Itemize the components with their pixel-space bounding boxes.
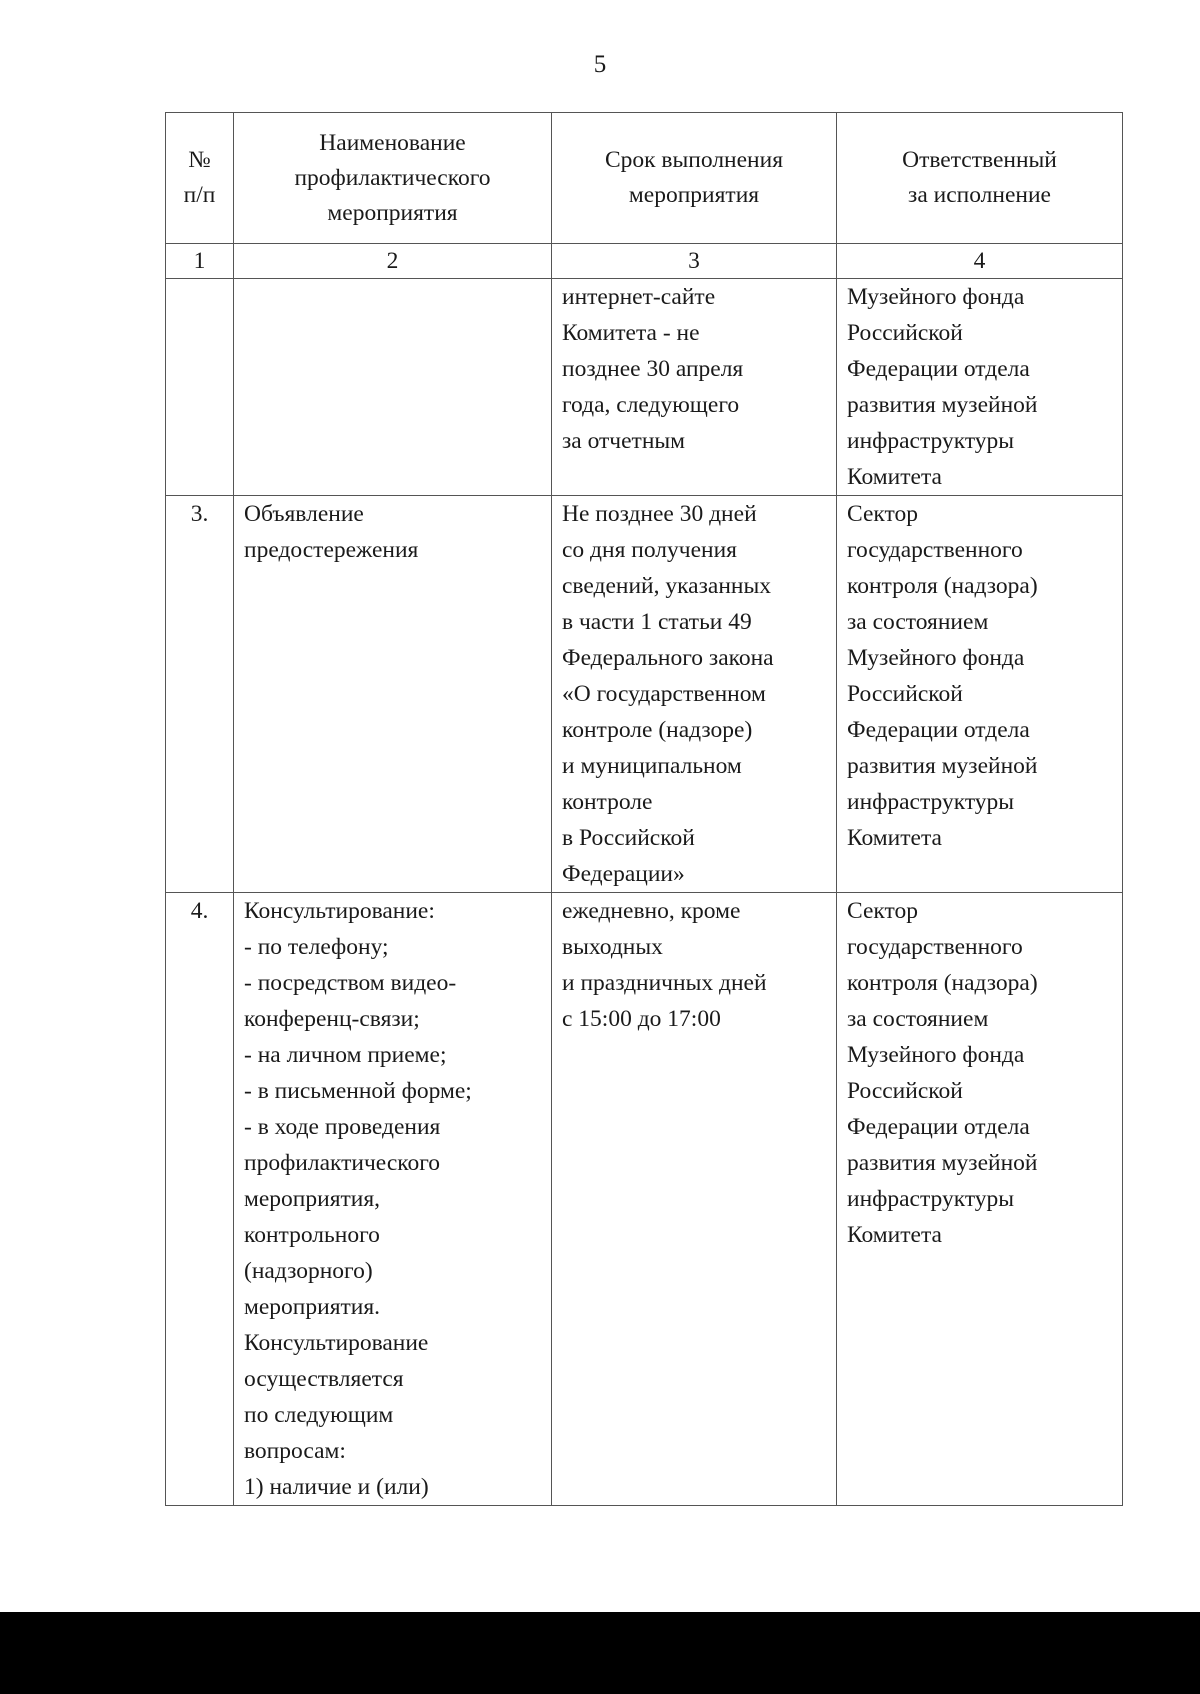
cell-text-line: Музейного фонда xyxy=(847,645,1025,671)
cell-text-line: развития музейной xyxy=(847,392,1038,418)
cell-text-line: инфраструктуры xyxy=(847,789,1015,815)
cell-text-line: с 15:00 до 17:00 xyxy=(562,1006,721,1032)
cell-text-line: Срок выполнения xyxy=(604,147,784,173)
cell-text-line: Федерации отдела xyxy=(847,717,1030,743)
cell-text-line: Российской xyxy=(847,1078,963,1104)
measures-table-container xyxy=(165,112,1122,1506)
header-cell-name xyxy=(234,113,552,244)
scan-bottom-edge xyxy=(0,1612,1200,1694)
cell-text-line: - в ходе проведения xyxy=(244,1114,441,1140)
measure-term-cell xyxy=(552,893,837,1506)
cell-text-line: профилактического xyxy=(244,1150,441,1176)
cell-text-line: (надзорного) xyxy=(244,1258,373,1284)
cell-text-line: контроля (надзора) xyxy=(847,573,1038,599)
cell-text-line: - по телефону; xyxy=(244,934,389,960)
cell-text-line: 1) наличие и (или) xyxy=(244,1474,429,1500)
cell-text-line: Комитета xyxy=(847,1222,942,1248)
cell-text-line: п/п xyxy=(183,182,216,208)
page-number: 5 xyxy=(593,51,607,78)
cell-text-line: ежедневно, кроме xyxy=(562,898,741,924)
cell-text-line: Сектор xyxy=(847,501,918,527)
cell-text-line: Не позднее 30 дней xyxy=(562,501,757,527)
cell-text-line: контрольного xyxy=(244,1222,380,1248)
cell-text-line: инфраструктуры xyxy=(847,1186,1015,1212)
cell-text-line: и муниципальном xyxy=(562,753,742,779)
cell-text-line: Федерального закона xyxy=(562,645,774,671)
cell-text-line: - посредством видео- xyxy=(244,970,457,996)
column-number-1: 1 xyxy=(166,244,234,279)
cell-text-line: Комитета xyxy=(847,464,942,490)
cell-text-line: в Российской xyxy=(562,825,695,851)
table-row xyxy=(166,496,1123,893)
row-number-cell: 4. xyxy=(166,893,234,1506)
cell-text-line: контроля (надзора) xyxy=(847,970,1038,996)
table-row xyxy=(166,279,1123,496)
cell-text-line: контроле xyxy=(562,789,653,815)
column-number-2: 2 xyxy=(234,244,552,279)
cell-text-line: Федерации отдела xyxy=(847,1114,1030,1140)
header-cell-responsible xyxy=(837,113,1123,244)
measure-name-cell xyxy=(234,496,552,893)
column-number-4: 4 xyxy=(837,244,1123,279)
cell-text-line: вопросам: xyxy=(244,1438,346,1464)
cell-text-line: Музейного фонда xyxy=(847,1042,1025,1068)
header-cell-term xyxy=(552,113,837,244)
cell-text-line: Сектор xyxy=(847,898,918,924)
cell-text-line: государственного xyxy=(847,537,1023,563)
cell-text-line: позднее 30 апреля xyxy=(562,356,744,382)
cell-text-line: № xyxy=(188,147,211,173)
cell-text-line: Наименование xyxy=(319,129,466,156)
cell-text-line: Российской xyxy=(847,681,963,707)
cell-text-line: конференц-связи; xyxy=(244,1006,420,1032)
cell-text-line: Российской xyxy=(847,320,963,346)
cell-text-line: Музейного фонда xyxy=(847,284,1025,310)
cell-text-line: Консультирование: xyxy=(244,898,435,924)
measure-responsible-cell xyxy=(837,496,1123,893)
cell-text-line: интернет-сайте xyxy=(562,284,716,310)
cell-text-line: за состоянием xyxy=(847,609,989,635)
cell-text-line: и праздничных дней xyxy=(562,970,767,996)
cell-text-line: инфраструктуры xyxy=(847,428,1015,454)
measure-responsible-cell xyxy=(837,893,1123,1506)
cell-text-line: Консультирование xyxy=(244,1330,429,1356)
cell-text-line: контроле (надзоре) xyxy=(562,717,753,743)
cell-text-line: мероприятия. xyxy=(244,1294,381,1320)
cell-text-line: года, следующего xyxy=(562,392,740,418)
cell-text-line: выходных xyxy=(562,934,663,960)
cell-text-line: Объявление xyxy=(244,501,364,527)
cell-text-line: осуществляется xyxy=(244,1366,404,1392)
row-number-cell xyxy=(166,279,234,496)
cell-text-line: развития музейной xyxy=(847,753,1038,779)
cell-text-line: со дня получения xyxy=(562,537,737,563)
header-cell-number xyxy=(166,113,234,244)
cell-text-line: за отчетным xyxy=(562,428,686,454)
row-number-cell: 3. xyxy=(166,496,234,893)
cell-text-line: по следующим xyxy=(244,1402,394,1428)
cell-text-line: Федерации отдела xyxy=(847,356,1030,382)
cell-text-line: «О государственном xyxy=(562,681,766,707)
cell-text-line: развития музейной xyxy=(847,1150,1038,1176)
cell-text-line: - в письменной форме; xyxy=(244,1078,472,1104)
table-row xyxy=(166,893,1123,1506)
cell-text-line: в части 1 статьи 49 xyxy=(562,609,752,635)
measure-name-cell xyxy=(234,279,552,496)
cell-text-line: сведений, указанных xyxy=(562,573,772,599)
cell-text-line: мероприятия xyxy=(628,182,760,208)
column-number-row xyxy=(166,244,1123,279)
column-number-3: 3 xyxy=(552,244,837,279)
cell-text-line: за исполнение xyxy=(908,182,1051,208)
measures-table xyxy=(165,112,1123,1506)
cell-text-line: Комитета xyxy=(847,825,942,851)
cell-text-line: предостережения xyxy=(244,537,419,563)
cell-text-line: за состоянием xyxy=(847,1006,989,1032)
table-header-row xyxy=(166,113,1123,244)
cell-text-line: Федерации» xyxy=(562,861,685,887)
measure-term-cell xyxy=(552,279,837,496)
measure-name-cell xyxy=(234,893,552,1506)
cell-text-line: мероприятия xyxy=(327,199,458,226)
cell-text-line: профилактического xyxy=(294,164,491,191)
cell-text-line: мероприятия, xyxy=(244,1186,381,1212)
measure-responsible-cell xyxy=(837,279,1123,496)
cell-text-line: Ответственный xyxy=(902,147,1057,173)
cell-text-line: - на личном приеме; xyxy=(244,1042,447,1068)
cell-text-line: Комитета - не xyxy=(562,320,700,346)
measure-term-cell xyxy=(552,496,837,893)
cell-text-line: государственного xyxy=(847,934,1023,960)
